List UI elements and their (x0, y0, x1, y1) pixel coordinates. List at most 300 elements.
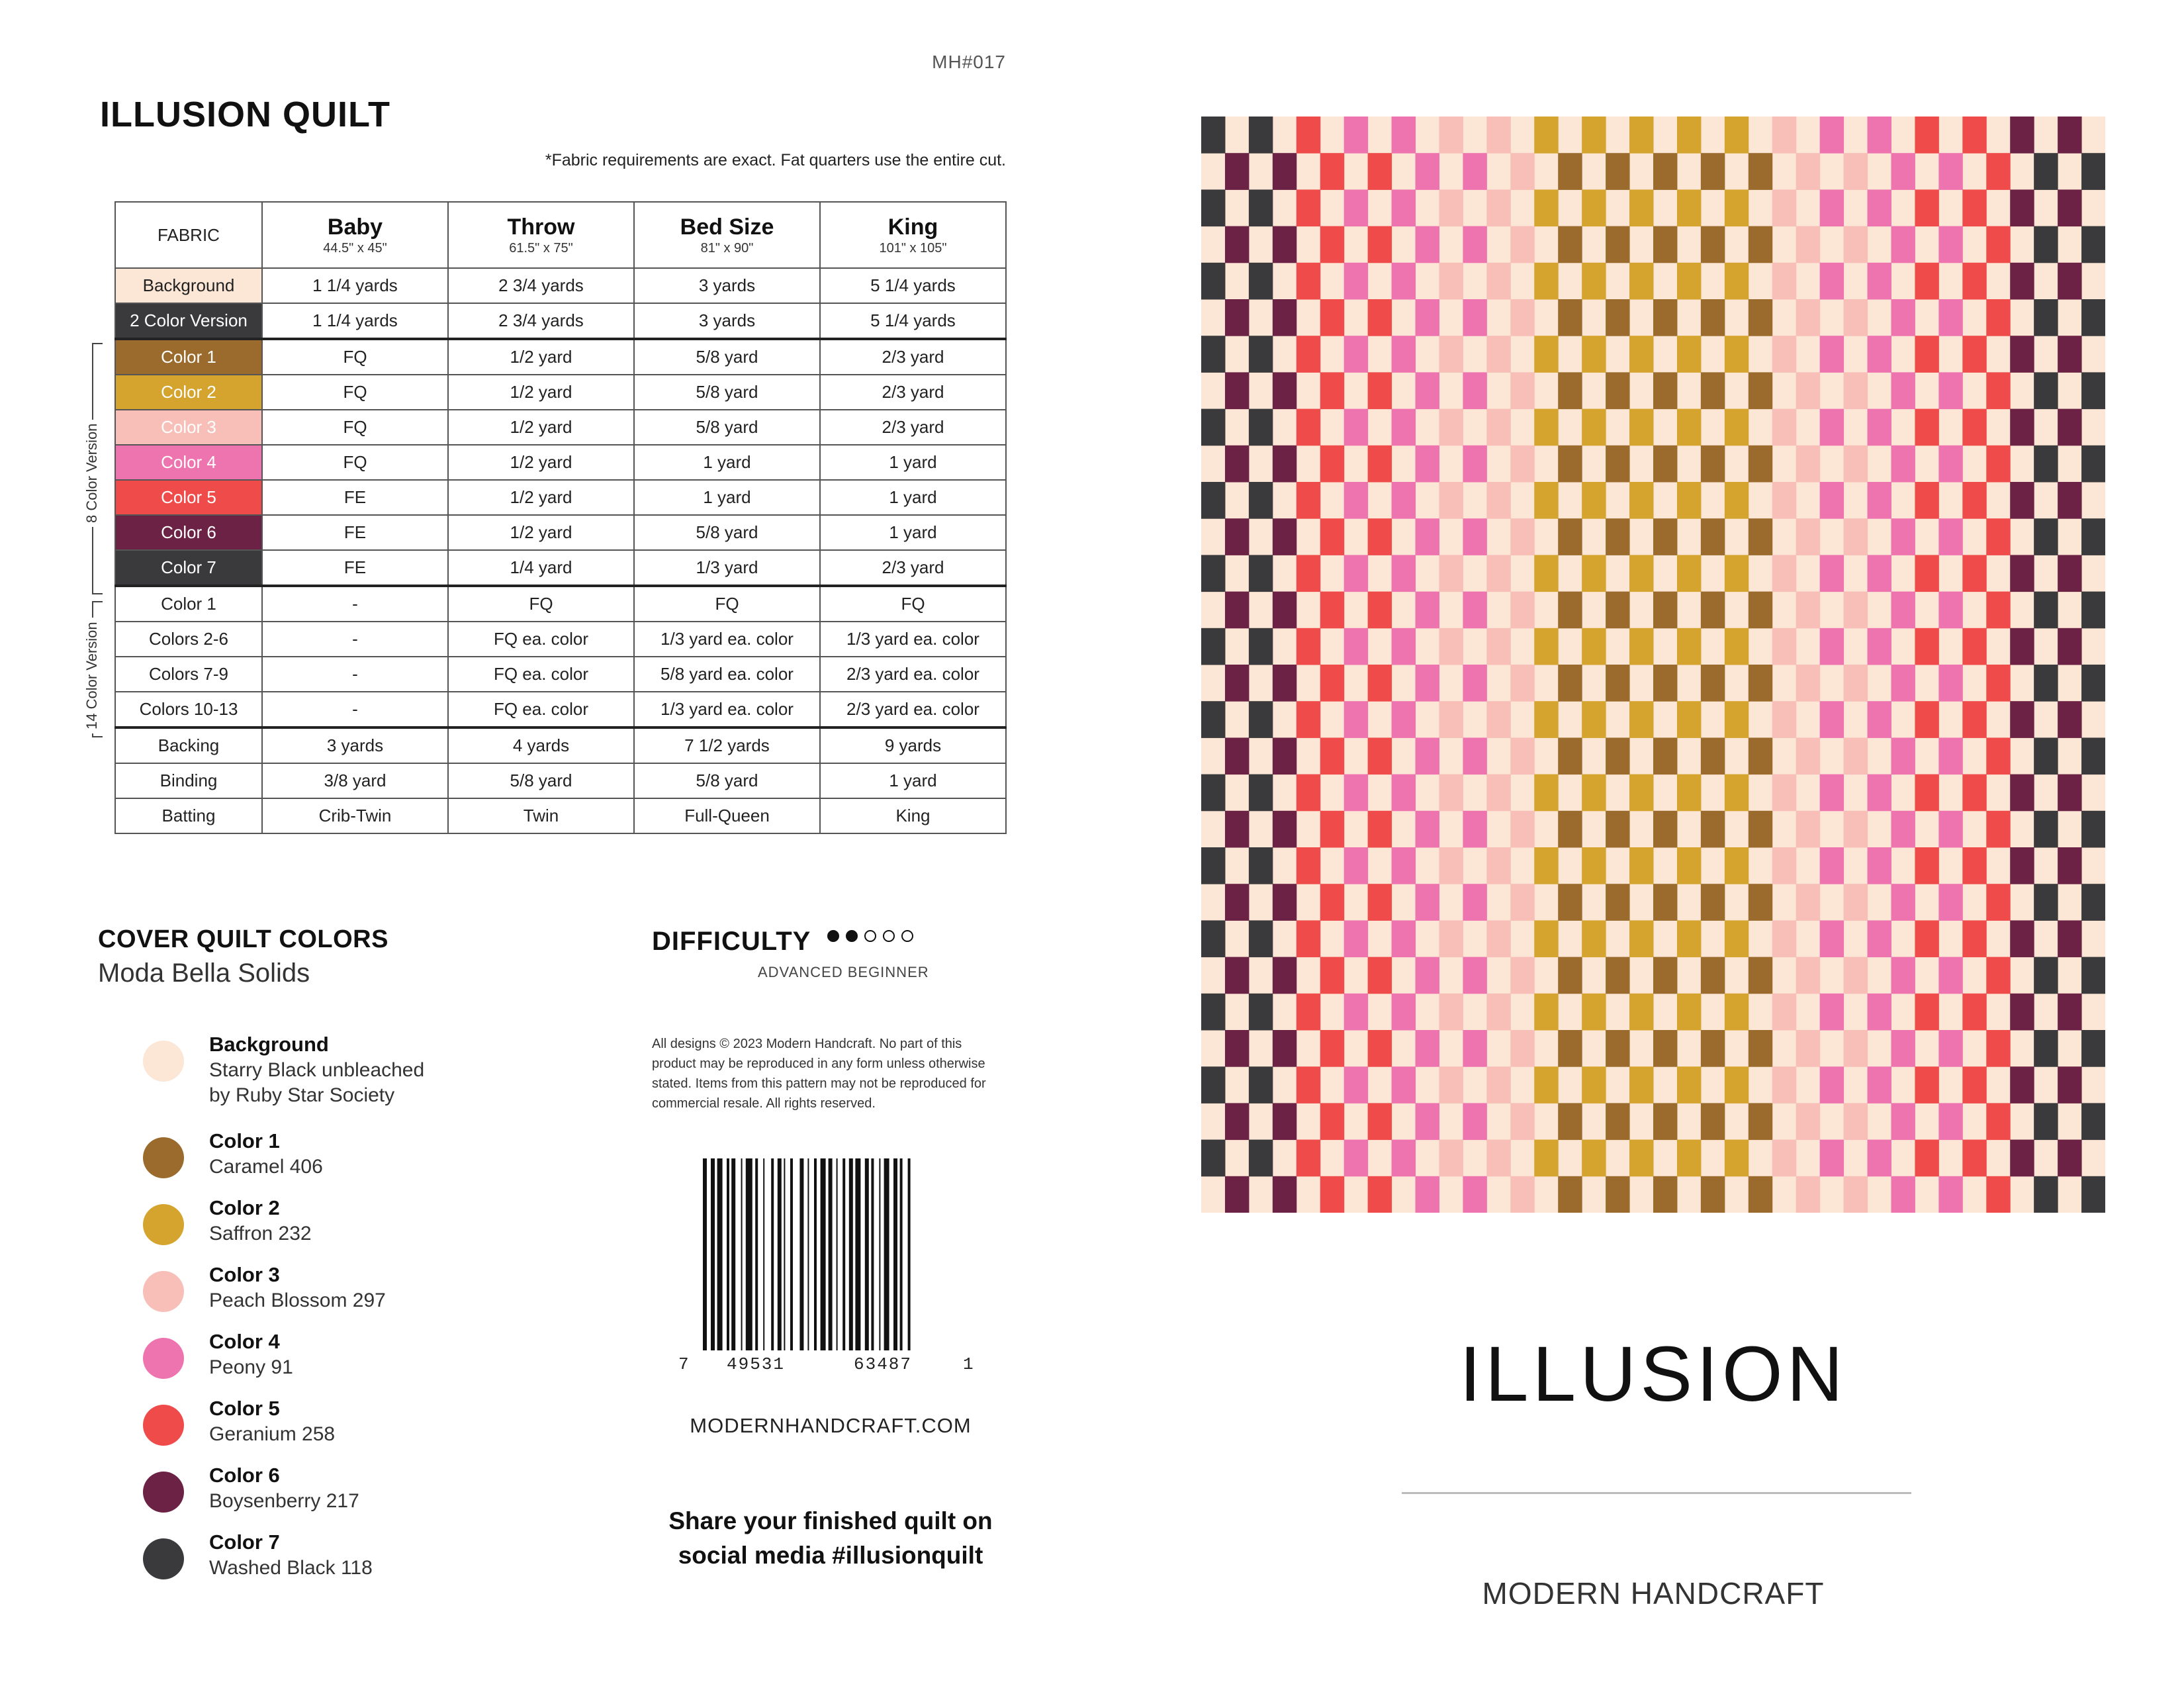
quilt-square (1606, 592, 1629, 629)
barcode-bar (807, 1158, 809, 1350)
quilt-square (1510, 518, 1534, 555)
table-cell: FQ (262, 375, 448, 410)
quilt-square (1725, 189, 1749, 226)
quilt-square (1891, 884, 1915, 921)
quilt-square (1772, 920, 1796, 957)
quilt-square (1463, 884, 1486, 921)
quilt-square (1772, 994, 1796, 1031)
color-swatch-dot (143, 1204, 184, 1245)
barcode-bar (746, 1158, 752, 1350)
table-row (115, 550, 1006, 586)
quilt-square (1320, 1030, 1344, 1067)
quilt-square (1962, 482, 1986, 519)
quilt-square (1486, 409, 1510, 446)
table-cell: 3 yards (262, 727, 448, 763)
quilt-square (1772, 555, 1796, 592)
quilt-square (1868, 1066, 1891, 1103)
quilt-square (1796, 299, 1820, 336)
quilt-square (1938, 1103, 1962, 1140)
quilt-square (1534, 555, 1558, 592)
quilt-square (1915, 409, 1938, 446)
quilt-square (1868, 774, 1891, 812)
quilt-square (1558, 592, 1582, 629)
quilt-square (1510, 665, 1534, 702)
quilt-square (1749, 445, 1772, 483)
quilt-square (1486, 482, 1510, 519)
quilt-square (1749, 884, 1772, 921)
quilt-square (1986, 665, 2010, 702)
quilt-square (1249, 409, 1273, 446)
quilt-square (1392, 1140, 1416, 1177)
quilt-square (1297, 117, 1320, 154)
row-label: Color 4 (115, 445, 262, 480)
quilt-square (1749, 665, 1772, 702)
quilt-square (1796, 737, 1820, 774)
quilt-square (1368, 811, 1392, 848)
barcode-bar (821, 1158, 826, 1350)
quilt-square (1677, 774, 1701, 812)
quilt-square (1749, 226, 1772, 263)
quilt-square (1416, 665, 1439, 702)
quilt-square (1653, 665, 1677, 702)
table-row (115, 480, 1006, 515)
copyright-notice: All designs © 2023 Modern Handcraft. No part of this product may be reproduced in any form unless otherwise stated. Items from this pattern may not be reproduced for commercial resale. All rights reserved. (652, 1037, 986, 1111)
quilt-square (1392, 336, 1416, 373)
quilt-square (2010, 409, 2034, 446)
table-cell: 1/2 yard (448, 445, 634, 480)
quilt-square (1796, 957, 1820, 994)
quilt-square (1796, 372, 1820, 409)
quilt-square (1772, 336, 1796, 373)
quilt-square (1439, 847, 1463, 884)
quilt-square (2010, 263, 2034, 300)
table-cell: 1 yard (820, 480, 1006, 515)
row-label: Color 3 (115, 410, 262, 445)
quilt-square (2081, 1176, 2105, 1213)
quilt-square (1368, 372, 1392, 409)
quilt-square (1439, 482, 1463, 519)
quilt-square (1273, 1030, 1297, 1067)
quilt-square (1273, 226, 1297, 263)
quilt-square (1534, 1066, 1558, 1103)
barcode-bar (837, 1158, 838, 1350)
row-label: Color 2 (115, 375, 262, 410)
quilt-square (1510, 884, 1534, 921)
quilt-square (1962, 994, 1986, 1031)
quilt-square (1796, 153, 1820, 190)
barcode-bar (763, 1158, 764, 1350)
quilt-square (1749, 299, 1772, 336)
quilt-square (1273, 957, 1297, 994)
quilt-square (1653, 1176, 1677, 1213)
quilt-square (1606, 372, 1629, 409)
quilt-square (2058, 555, 2081, 592)
quilt-square (1486, 117, 1510, 154)
website-link[interactable]: MODERNHANDCRAFT.COM (690, 1414, 972, 1437)
quilt-square (1201, 1066, 1225, 1103)
difficulty-rating (827, 930, 920, 945)
quilt-square (1510, 372, 1534, 409)
row-label: Color 1 (115, 339, 262, 375)
table-cell: FE (262, 515, 448, 550)
row-label: Color 1 (115, 586, 262, 622)
quilt-square (1820, 409, 1844, 446)
color-description: Geranium 258 (209, 1423, 336, 1445)
color-name: Color 7 (209, 1530, 280, 1554)
quilt-square (1915, 1140, 1938, 1177)
table-cell: 3/8 yard (262, 763, 448, 798)
quilt-square (1938, 592, 1962, 629)
quilt-square (1225, 592, 1249, 629)
quilt-square (2034, 884, 2058, 921)
table-row (115, 375, 1006, 410)
quilt-square (1320, 737, 1344, 774)
quilt-square (1915, 189, 1938, 226)
quilt-square (1653, 445, 1677, 483)
quilt-square (1844, 1176, 1868, 1213)
quilt-square (1582, 628, 1606, 665)
barcode-digit-2: 49531 (727, 1354, 786, 1374)
quilt-square (1749, 153, 1772, 190)
quilt-square (1701, 1176, 1725, 1213)
quilt-square (1463, 372, 1486, 409)
quilt-square (1891, 737, 1915, 774)
table-cell: Crib-Twin (262, 798, 448, 833)
quilt-square (1677, 994, 1701, 1031)
quilt-square (1273, 884, 1297, 921)
quilt-square (2058, 1140, 2081, 1177)
quilt-square (1844, 811, 1868, 848)
quilt-square (1844, 884, 1868, 921)
table-cell: 1 1/4 yards (262, 268, 448, 303)
quilt-square (1463, 1030, 1486, 1067)
size-dimensions: 44.5" x 45" (323, 241, 387, 256)
quilt-square (1868, 189, 1891, 226)
quilt-square (1653, 592, 1677, 629)
quilt-square (1772, 847, 1796, 884)
quilt-square (1677, 1066, 1701, 1103)
quilt-square (2034, 1030, 2058, 1067)
quilt-square (1844, 1103, 1868, 1140)
quilt-square (1582, 117, 1606, 154)
quilt-square (1962, 774, 1986, 812)
quilt-square (1486, 263, 1510, 300)
quilt-square (1439, 263, 1463, 300)
quilt-square (1820, 1066, 1844, 1103)
quilt-square (1249, 628, 1273, 665)
quilt-square (1749, 737, 1772, 774)
quilt-square (1606, 1103, 1629, 1140)
quilt-square (1486, 701, 1510, 738)
quilt-square (2058, 482, 2081, 519)
quilt-square (1392, 847, 1416, 884)
quilt-square (2081, 811, 2105, 848)
quilt-square (1629, 994, 1653, 1031)
quilt-square (1368, 445, 1392, 483)
quilt-square (1392, 555, 1416, 592)
quilt-square (1701, 153, 1725, 190)
quilt-square (1558, 665, 1582, 702)
quilt-square (1582, 1140, 1606, 1177)
quilt-square (1463, 957, 1486, 994)
quilt-square (1273, 299, 1297, 336)
color-swatch-dot (143, 1338, 184, 1379)
quilt-square (1772, 409, 1796, 446)
quilt-square (1368, 153, 1392, 190)
quilt-square (1606, 1176, 1629, 1213)
quilt-square (1962, 628, 1986, 665)
quilt-square (2010, 847, 2034, 884)
table-row (115, 692, 1006, 727)
barcode-bar (799, 1158, 803, 1350)
quilt-square (1297, 847, 1320, 884)
quilt-square (1915, 628, 1938, 665)
quilt-square (1701, 445, 1725, 483)
size-name: Bed Size (680, 214, 774, 240)
quilt-square (1273, 1176, 1297, 1213)
quilt-square (1534, 628, 1558, 665)
quilt-square (2058, 994, 2081, 1031)
quilt-square (1249, 336, 1273, 373)
quilt-square (1915, 263, 1938, 300)
size-name: King (887, 214, 938, 240)
difficulty-dot-empty (883, 930, 895, 942)
quilt-square (1392, 1066, 1416, 1103)
quilt-square (1725, 920, 1749, 957)
quilt-square (1725, 1140, 1749, 1177)
table-cell: 5 1/4 yards (820, 303, 1006, 339)
pattern-code: MH#017 (932, 52, 1006, 72)
difficulty-dot-empty (864, 930, 876, 942)
color-swatch-dot (143, 1538, 184, 1579)
table-cell: 4 yards (448, 727, 634, 763)
color-name: Color 2 (209, 1196, 280, 1219)
quilt-square (1677, 189, 1701, 226)
color-description: Peony 91 (209, 1356, 293, 1378)
quilt-square (1344, 409, 1368, 446)
quilt-square (1534, 920, 1558, 957)
quilt-square (1297, 920, 1320, 957)
quilt-square (1344, 1066, 1368, 1103)
quilt-square (2034, 957, 2058, 994)
quilt-square (1510, 445, 1534, 483)
quilt-square (1915, 774, 1938, 812)
quilt-square (1558, 518, 1582, 555)
quilt-square (1629, 774, 1653, 812)
table-row (115, 445, 1006, 480)
barcode-bar (778, 1158, 782, 1350)
quilt-square (2081, 957, 2105, 994)
quilt-square (1701, 884, 1725, 921)
quilt-square (1938, 153, 1962, 190)
quilt-square (1273, 737, 1297, 774)
quilt-square (2034, 1176, 2058, 1213)
quilt-square (1868, 847, 1891, 884)
quilt-square (1701, 957, 1725, 994)
quilt-square (1534, 336, 1558, 373)
quilt-square (1606, 518, 1629, 555)
quilt-square (1796, 1103, 1820, 1140)
quilt-square (1796, 592, 1820, 629)
quilt-square (2010, 920, 2034, 957)
quilt-square (1297, 555, 1320, 592)
quilt-square (1273, 592, 1297, 629)
barcode-bar (855, 1158, 860, 1350)
quilt-square (1725, 409, 1749, 446)
quilt-square (1368, 1176, 1392, 1213)
quilt-square (2081, 665, 2105, 702)
barcode-digit-4: 1 (963, 1354, 974, 1374)
quilt-square (1915, 920, 1938, 957)
quilt-square (1273, 665, 1297, 702)
quilt-square (1297, 701, 1320, 738)
quilt-square (1820, 628, 1844, 665)
table-row (115, 798, 1006, 833)
quilt-square (2058, 701, 2081, 738)
quilt-square (1225, 1176, 1249, 1213)
quilt-square (1582, 409, 1606, 446)
quilt-square (1368, 226, 1392, 263)
quilt-square (1486, 336, 1510, 373)
size-dimensions: 61.5" x 75" (509, 241, 573, 256)
difficulty-dot-filled (846, 930, 858, 942)
color-swatch-dot (143, 1472, 184, 1513)
quilt-square (1653, 299, 1677, 336)
quilt-square (1629, 263, 1653, 300)
quilt-square (1225, 884, 1249, 921)
difficulty-dot-filled (827, 930, 839, 942)
table-cell: 5/8 yard (634, 410, 820, 445)
quilt-square (1297, 994, 1320, 1031)
quilt-square (1416, 811, 1439, 848)
barcode-bar (829, 1158, 833, 1350)
quilt-square (1320, 518, 1344, 555)
color-swatch-dot (143, 1137, 184, 1178)
quilt-square (1582, 774, 1606, 812)
quilt-square (1938, 1030, 1962, 1067)
quilt-square (1392, 628, 1416, 665)
quilt-square (1368, 665, 1392, 702)
quilt-square (1938, 445, 1962, 483)
table-cell: 1/2 yard (448, 339, 634, 375)
barcode-bar (884, 1158, 889, 1350)
quilt-square (1201, 336, 1225, 373)
quilt-square (1606, 811, 1629, 848)
row-label: Batting (115, 798, 262, 833)
brand-name: MODERN HANDCRAFT (1482, 1576, 1825, 1611)
difficulty-dot-empty (901, 930, 913, 942)
row-label: Color 7 (115, 550, 262, 586)
quilt-square (1938, 665, 1962, 702)
quilt-square (1820, 336, 1844, 373)
barcode-bar (900, 1158, 903, 1350)
quilt-square (1796, 1176, 1820, 1213)
quilt-square (2058, 847, 2081, 884)
table-row (115, 268, 1006, 303)
cover-title: ILLUSION (1459, 1331, 1847, 1418)
quilt-square (1416, 737, 1439, 774)
quilt-square (2081, 884, 2105, 921)
size-header-3 (820, 202, 1006, 268)
size-name: Baby (327, 214, 383, 240)
table-cell: 1/2 yard (448, 480, 634, 515)
quilt-square (1868, 628, 1891, 665)
quilt-square (1844, 592, 1868, 629)
quilt-square (1606, 737, 1629, 774)
quilt-square (2081, 1103, 2105, 1140)
quilt-square (1297, 628, 1320, 665)
table-cell: - (262, 586, 448, 622)
quilt-square (1534, 117, 1558, 154)
table-row (115, 303, 1006, 339)
quilt-square (1653, 226, 1677, 263)
quilt-square (1297, 774, 1320, 812)
quilt-square (1772, 1140, 1796, 1177)
quilt-square (1582, 555, 1606, 592)
quilt-square (1772, 117, 1796, 154)
quilt-square (1368, 518, 1392, 555)
quilt-square (1463, 153, 1486, 190)
quilt-square (1225, 445, 1249, 483)
quilt-square (1249, 920, 1273, 957)
table-cell: FQ ea. color (448, 657, 634, 692)
quilt-square (1749, 811, 1772, 848)
share-message: Share your finished quilt on social media #illusionquilt (668, 1507, 993, 1569)
barcode-bar (849, 1158, 853, 1350)
quilt-square (1629, 628, 1653, 665)
color-name: Color 4 (209, 1330, 280, 1353)
table-row (115, 515, 1006, 550)
quilt-square (1749, 592, 1772, 629)
quilt-square (1344, 117, 1368, 154)
quilt-square (1486, 189, 1510, 226)
quilt-square (2081, 518, 2105, 555)
table-row (115, 622, 1006, 657)
quilt-square (1320, 884, 1344, 921)
quilt-square (1915, 482, 1938, 519)
table-cell: 2/3 yard ea. color (820, 657, 1006, 692)
quilt-square (1416, 592, 1439, 629)
quilt-square (1796, 665, 1820, 702)
barcode-bar (703, 1158, 707, 1350)
quilt-square (1677, 847, 1701, 884)
quilt-square (1677, 409, 1701, 446)
table-cell: 2/3 yard (820, 375, 1006, 410)
quilt-square (1201, 117, 1225, 154)
quilt-square (1844, 737, 1868, 774)
color-name: Background (209, 1033, 329, 1056)
quilt-square (1844, 665, 1868, 702)
table-cell: - (262, 692, 448, 727)
quilt-square (1749, 1103, 1772, 1140)
quilt-square (1463, 665, 1486, 702)
quilt-square (1820, 555, 1844, 592)
quilt-square (1677, 482, 1701, 519)
quilt-square (1820, 920, 1844, 957)
table-cell: FQ (634, 586, 820, 622)
quilt-square (2034, 1103, 2058, 1140)
quilt-square (1677, 628, 1701, 665)
quilt-square (1582, 263, 1606, 300)
table-cell: 5 1/4 yards (820, 268, 1006, 303)
quilt-square (1629, 336, 1653, 373)
quilt-square (2058, 1066, 2081, 1103)
quilt-square (1486, 1140, 1510, 1177)
difficulty-label: DIFFICULTY (652, 927, 811, 956)
table-cell: FQ ea. color (448, 692, 634, 727)
fabric-requirements-table (114, 201, 1007, 834)
quilt-square (1820, 847, 1844, 884)
